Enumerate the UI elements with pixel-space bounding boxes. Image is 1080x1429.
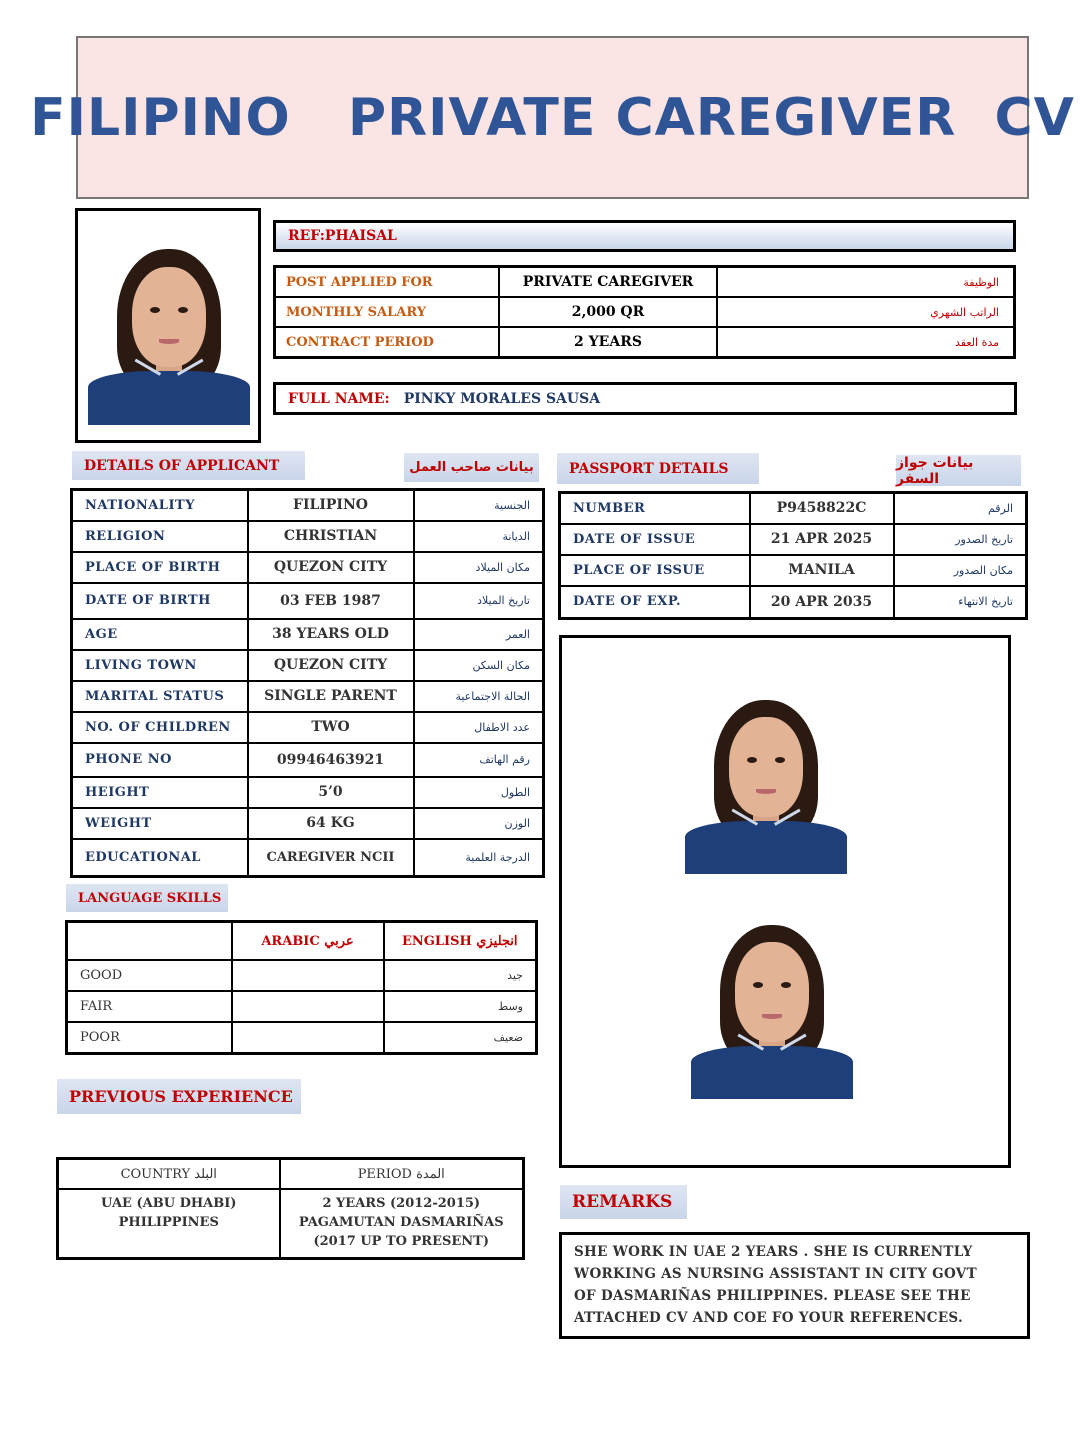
detail-arabic: العمر — [414, 619, 544, 650]
table-row — [58, 1159, 524, 1190]
post-value: PRIVATE CAREGIVER — [499, 267, 717, 298]
table-row — [560, 586, 1027, 619]
detail-value: 03 FEB 1987 — [248, 583, 414, 619]
period-column-header: PERIOD المدة — [280, 1159, 524, 1190]
experience-period — [280, 1189, 524, 1259]
detail-label: WEIGHT — [72, 808, 248, 839]
detail-value: 64 KG — [248, 808, 414, 839]
page-title: FILIPINO PRIVATE CAREGIVER CV — [30, 87, 1075, 148]
detail-label: AGE — [72, 619, 248, 650]
passport-arabic: تاريخ الصدور — [894, 524, 1027, 555]
experience-section-label: PREVIOUS EXPERIENCE — [57, 1079, 301, 1114]
table-row — [72, 583, 544, 619]
table-row — [67, 922, 537, 961]
detail-value: QUEZON CITY — [248, 650, 414, 681]
contract-label: CONTRACT PERIOD — [275, 327, 500, 358]
table-row — [72, 777, 544, 808]
language-level-arabic: جيد — [384, 960, 537, 991]
detail-value: FILIPINO — [248, 490, 414, 521]
passport-arabic: الرقم — [894, 493, 1027, 524]
detail-arabic: عدد الاطفال — [414, 712, 544, 743]
detail-label: HEIGHT — [72, 777, 248, 808]
passport-value: 20 APR 2035 — [750, 586, 894, 619]
arabic-cell — [232, 991, 384, 1022]
arabic-column-header: ARABIC عربي — [232, 922, 384, 961]
passport-arabic: مكان الصدور — [894, 555, 1027, 586]
period-line: PAGAMUTAN DASMARIÑAS — [298, 1215, 504, 1230]
remarks-line: SHE WORK IN UAE 2 YEARS . SHE IS CURRENTLY — [574, 1244, 973, 1260]
applicant-details-table — [70, 488, 545, 878]
passport-arabic: تاريخ الانتهاء — [894, 586, 1027, 619]
applicant-photo-3 — [691, 921, 853, 1099]
language-empty-header — [67, 922, 232, 961]
table-row — [67, 991, 537, 1022]
table-row — [72, 552, 544, 583]
detail-value: TWO — [248, 712, 414, 743]
detail-arabic: مكان الميلاد — [414, 552, 544, 583]
language-level-arabic: ضعيف — [384, 1022, 537, 1054]
experience-country — [58, 1189, 280, 1259]
detail-label: MARITAL STATUS — [72, 681, 248, 712]
applicant-photo-2 — [685, 696, 847, 874]
table-row — [67, 1022, 537, 1054]
detail-label: NATIONALITY — [72, 490, 248, 521]
detail-value: QUEZON CITY — [248, 552, 414, 583]
additional-photos-box — [559, 635, 1011, 1168]
table-row — [560, 493, 1027, 524]
detail-label: EDUCATIONAL — [72, 839, 248, 877]
table-row — [67, 960, 537, 991]
remarks-box — [559, 1232, 1030, 1339]
table-row — [72, 839, 544, 877]
passport-label: NUMBER — [560, 493, 750, 524]
details-section-label: DETAILS OF APPLICANT — [72, 451, 305, 480]
detail-arabic: الجنسية — [414, 490, 544, 521]
remarks-line: OF DASMARIÑAS PHILIPPINES. PLEASE SEE THE — [574, 1288, 971, 1304]
post-table — [273, 265, 1016, 359]
applicant-photo — [88, 245, 250, 425]
detail-label: NO. OF CHILDREN — [72, 712, 248, 743]
remarks-line: ATTACHED CV AND COE FO YOUR REFERENCES. — [574, 1310, 963, 1326]
reference-code: REF:PHAISAL — [273, 220, 1016, 252]
details-section-arabic-label: بيانات صاحب العمل — [404, 453, 539, 482]
detail-arabic: الوزن — [414, 808, 544, 839]
table-row — [72, 619, 544, 650]
detail-label: PHONE NO — [72, 743, 248, 777]
detail-arabic: الطول — [414, 777, 544, 808]
table-row — [72, 650, 544, 681]
post-arabic: الوظيفة — [717, 267, 1015, 298]
applicant-photo-frame — [75, 208, 261, 443]
country-column-header: COUNTRY البلد — [58, 1159, 280, 1190]
table-row — [72, 712, 544, 743]
period-line: 2 YEARS (2012-2015) — [322, 1196, 481, 1211]
full-name-box — [273, 382, 1017, 415]
passport-section-arabic-label: بيانات جواز السفر — [896, 455, 1021, 486]
country-line: PHILIPPINES — [118, 1215, 219, 1230]
passport-value: MANILA — [750, 555, 894, 586]
remarks-section-label: REMARKS — [560, 1185, 687, 1219]
table-row — [58, 1189, 524, 1259]
language-level: FAIR — [67, 991, 232, 1022]
passport-value: P9458822C — [750, 493, 894, 524]
contract-arabic: مدة العقد — [717, 327, 1015, 358]
detail-label: DATE OF BIRTH — [72, 583, 248, 619]
table-row — [275, 327, 1015, 358]
salary-value: 2,000 QR — [499, 297, 717, 327]
table-row — [275, 267, 1015, 298]
detail-value: SINGLE PARENT — [248, 681, 414, 712]
detail-value: 5’0 — [248, 777, 414, 808]
remarks-line: WORKING AS NURSING ASSISTANT IN CITY GOVT — [574, 1266, 977, 1282]
full-name-value: PINKY MORALES SAUSA — [403, 390, 601, 407]
arabic-cell — [232, 1022, 384, 1054]
detail-value: 09946463921 — [248, 743, 414, 777]
salary-label: MONTHLY SALARY — [275, 297, 500, 327]
language-level-arabic: وسط — [384, 991, 537, 1022]
salary-arabic: الراتب الشهري — [717, 297, 1015, 327]
language-table — [65, 920, 538, 1055]
passport-table — [558, 491, 1028, 620]
table-row — [72, 490, 544, 521]
period-line: (2017 UP TO PRESENT) — [313, 1234, 489, 1249]
detail-arabic: مكان السكن — [414, 650, 544, 681]
language-level: GOOD — [67, 960, 232, 991]
passport-label: DATE OF ISSUE — [560, 524, 750, 555]
table-row — [72, 808, 544, 839]
full-name-label: FULL NAME: — [288, 390, 390, 407]
arabic-cell — [232, 960, 384, 991]
detail-value: CHRISTIAN — [248, 521, 414, 552]
detail-arabic: رقم الهاتف — [414, 743, 544, 777]
passport-section-label: PASSPORT DETAILS — [557, 453, 759, 484]
detail-arabic: الدرجة العلمية — [414, 839, 544, 877]
country-line: UAE (ABU DHABI) — [101, 1196, 237, 1211]
detail-arabic: تاريخ الميلاد — [414, 583, 544, 619]
detail-label: RELIGION — [72, 521, 248, 552]
table-row — [72, 743, 544, 777]
post-label: POST APPLIED FOR — [275, 267, 500, 298]
detail-value: 38 YEARS OLD — [248, 619, 414, 650]
table-row — [72, 681, 544, 712]
detail-label: LIVING TOWN — [72, 650, 248, 681]
passport-value: 21 APR 2025 — [750, 524, 894, 555]
detail-value: CAREGIVER NCII — [248, 839, 414, 877]
table-row — [72, 521, 544, 552]
experience-table — [56, 1157, 525, 1260]
language-section-label: LANGUAGE SKILLS — [66, 884, 228, 912]
language-level: POOR — [67, 1022, 232, 1054]
detail-arabic: الحالة الاجتماعية — [414, 681, 544, 712]
detail-label: PLACE OF BIRTH — [72, 552, 248, 583]
english-column-header: ENGLISH انجليزي — [384, 922, 537, 961]
table-row — [275, 297, 1015, 327]
detail-arabic: الديانة — [414, 521, 544, 552]
table-row — [560, 524, 1027, 555]
title-banner — [30, 36, 1075, 199]
contract-value: 2 YEARS — [499, 327, 717, 358]
passport-label: DATE OF EXP. — [560, 586, 750, 619]
passport-label: PLACE OF ISSUE — [560, 555, 750, 586]
table-row — [560, 555, 1027, 586]
